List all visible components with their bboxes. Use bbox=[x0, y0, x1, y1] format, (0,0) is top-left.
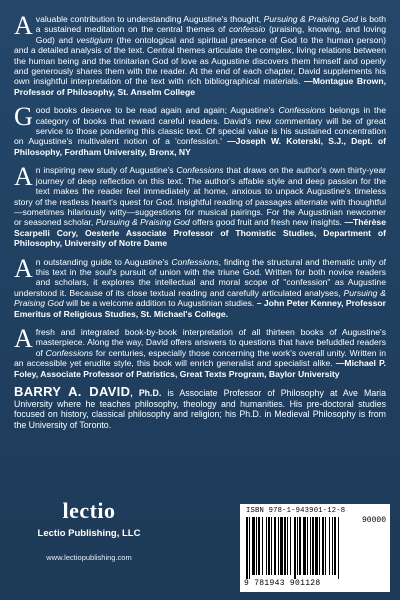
review-text: ood books deserve to be read again and again; Augustine's bbox=[35, 105, 279, 116]
review-text: (the ontological and spiritual presence of God to the human person) and a detailed analysis of the text. Central themes articulate the complex, living relations between the human being and the trinitarian God of love as Augustine discovers them himself and openly and generously shares them with the reader. At the end of each chapter, David supplements his own insightful interpretation of the text with rich bibliographical materials. bbox=[14, 34, 387, 87]
barcode-bar bbox=[297, 517, 298, 575]
review-paragraph bbox=[14, 323, 387, 379]
review-paragraph bbox=[14, 11, 387, 97]
barcode-bar bbox=[268, 517, 270, 575]
barcode-bar bbox=[294, 517, 296, 579]
barcode-bar bbox=[278, 517, 279, 575]
review-attribution: —Michael P. Foley, Associate Professor of Patristics, Great Texts Program, Baylor University bbox=[14, 358, 387, 379]
review-text: is both a sustained meditation on the central themes of bbox=[35, 14, 386, 35]
barcode-bar bbox=[287, 517, 288, 575]
barcode-bar bbox=[312, 517, 314, 575]
book-title-text: vestigium bbox=[76, 34, 113, 45]
drop-cap: A bbox=[14, 323, 33, 353]
barcode-digits: 9 781943 901128 bbox=[244, 579, 321, 588]
publisher-name: Lectio Publishing, LLC bbox=[37, 528, 141, 539]
barcode-bar bbox=[315, 517, 318, 575]
barcode-bar bbox=[329, 517, 330, 575]
review-paragraph bbox=[14, 102, 386, 157]
isbn-label: ISBN 978-1-943901-12-8 bbox=[246, 507, 346, 515]
publisher-website: www.lectiopublishing.com bbox=[46, 553, 132, 562]
drop-cap: A bbox=[14, 11, 33, 40]
review-attribution: —Montague Brown, Professor of Philosophy, St. Anselm College bbox=[14, 76, 386, 97]
barcode-bar bbox=[252, 517, 255, 575]
drop-cap: A bbox=[14, 162, 33, 192]
barcode-bar bbox=[249, 517, 250, 579]
review-text: n inspiring new study of Augustine's bbox=[35, 165, 177, 176]
barcode-bar bbox=[334, 517, 336, 575]
barcode-bar bbox=[325, 517, 326, 575]
barcode-bar bbox=[262, 517, 263, 575]
barcode-bar bbox=[303, 517, 306, 575]
barcode-bar bbox=[322, 517, 324, 575]
review-attribution: – John Peter Kenney, Professor Emeritus of Religious Studies, St. Michael's College. bbox=[14, 298, 386, 319]
drop-cap: A bbox=[14, 253, 33, 283]
review-text: (praising, knowing, and loving God) and bbox=[35, 24, 386, 45]
barcode-bar bbox=[280, 517, 283, 575]
barcode-bar bbox=[307, 517, 308, 575]
review-text: offers good fruit and fresh new insights. bbox=[189, 217, 345, 228]
book-title-text: Pursuing & Praising God bbox=[14, 287, 386, 309]
reviews-list bbox=[14, 11, 387, 379]
barcode-bar bbox=[338, 517, 339, 579]
review-attribution: —Joseph W. Koterski, S.J., Dept. of Philosophy, Fordham University, Bronx, NY bbox=[14, 136, 386, 157]
barcode-bar bbox=[319, 517, 320, 575]
author-degree: , Ph.D. bbox=[130, 388, 162, 398]
barcode-bar bbox=[256, 517, 257, 575]
barcode-bar bbox=[266, 517, 267, 575]
book-title-text: Confessions bbox=[176, 165, 224, 176]
barcode-bar bbox=[299, 517, 301, 575]
barcode-bar bbox=[332, 517, 333, 575]
review-attribution: —Thérèse Scarpelli Cory, Oesterle Associate Professor of Thomistic Studies, Department of Philosophy, University of Notre Dame bbox=[14, 217, 386, 249]
author-bio bbox=[14, 384, 387, 430]
barcode-bars bbox=[244, 517, 386, 579]
review-text: that draws on the author's own thirty-year journey of deep reflection on this text. The author's affable style and deep passion for the text makes the reader feel immediately at home, anxious to unpack Augustine's timeless story of the restless heart's quest for God. Insightful reading of passages alternate with thoughtful—sometimes hilariously witty—suggestions for musical pairings. For the Augustinian newcomer or seasoned scholar, bbox=[14, 165, 386, 228]
review-text: valuable contribution to understanding Augustine's thought, bbox=[35, 14, 264, 24]
barcode-bar bbox=[310, 517, 311, 575]
review-paragraph bbox=[14, 162, 386, 249]
barcode-bar bbox=[258, 517, 260, 575]
book-title-text: Confessions bbox=[171, 256, 219, 267]
isbn-barcode bbox=[240, 504, 390, 592]
review-text: for centuries, especially those concerning the work's overall unity. Written in an accessible yet erudite style, this book will enrich generalist and specialist alike. bbox=[14, 347, 386, 369]
publisher-block bbox=[24, 498, 154, 562]
author-bio-text: is Associate Professor of Philosophy at Ave Maria University where he teaches philosophy, theology and humanities. His pre-doctoral studies focused on history, classical philosophy and religion; his Ph.D. in Medieval Philosophy is from the University of Toronto. bbox=[14, 388, 387, 430]
barcode-bar bbox=[271, 517, 272, 575]
publisher-logo bbox=[24, 498, 154, 524]
barcode-bar bbox=[290, 517, 291, 575]
review-paragraph bbox=[14, 253, 386, 319]
review-text: fresh and integrated book-by-book interpretation of all thirteen books of Augustine's masterpiece. Along the way, David offers answers to questions that have befuddled readers of bbox=[35, 326, 386, 358]
price-code: 90000 bbox=[361, 516, 386, 525]
reviews-column bbox=[14, 11, 387, 430]
review-text: , finding the structural and thematic unity of this text in the soul's pursuit of union with the triune God. Written for both novice readers and scholars, it explores the intellectual and moral scope of "confession" as Augustine understood it. Because of its close textual reading and carefully articulated analyses, bbox=[14, 256, 386, 298]
review-text: n outstanding guide to Augustine's bbox=[35, 256, 172, 267]
book-title-text: Pursuing & Praising God bbox=[263, 14, 359, 24]
book-title-text: Confessions bbox=[278, 105, 326, 116]
book-title-text: Confessions bbox=[45, 347, 93, 358]
book-title-text: Pursuing & Praising God bbox=[95, 217, 190, 228]
barcode-bar bbox=[284, 517, 286, 575]
publisher-logo-text: lectio bbox=[62, 498, 116, 523]
review-text: will be a welcome addition to Augustinian studies. bbox=[63, 298, 257, 309]
barcode-bar bbox=[246, 517, 248, 579]
author-name: BARRY A. DAVID bbox=[14, 384, 131, 399]
review-text: belongs in the category of books that reward careful readers. David's new commentary will be of great service to those pondering this classic text. Of special value is his sustained concentration on Augustine's multivalent notion of a 'confession.' bbox=[14, 105, 386, 147]
drop-cap: G bbox=[14, 102, 33, 132]
book-title-text: confessio bbox=[228, 24, 266, 35]
barcode-bar bbox=[274, 517, 276, 575]
